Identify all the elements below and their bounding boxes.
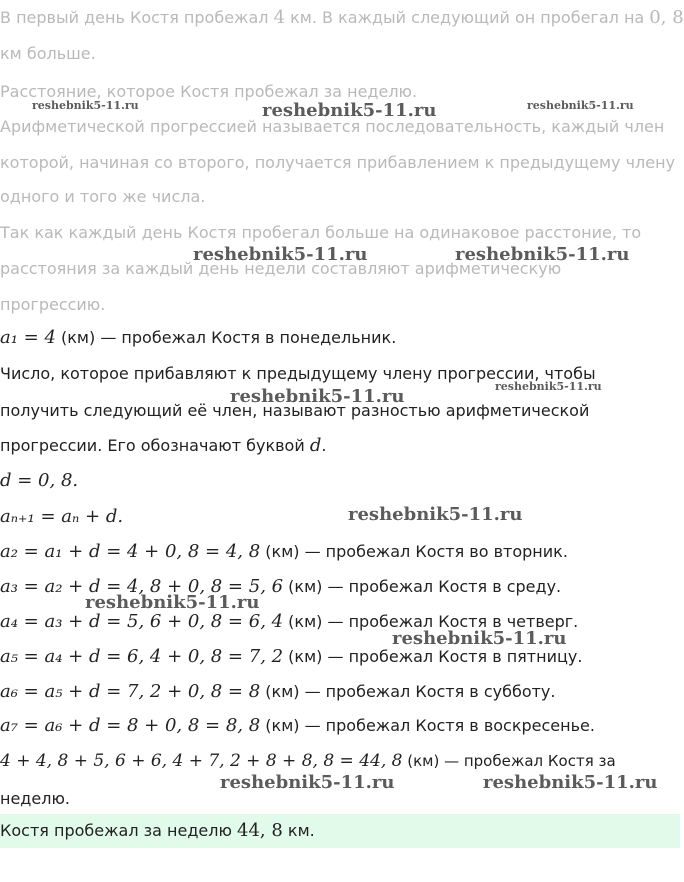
reasoning-line-1: Так как каждый день Костя пробегал больше на одинаковое расстоние, то (0, 223, 642, 242)
step-saturday: a₆ = a₅ + d = 7, 2 + 0, 8 = 8 (км) — пробежал Костя в субботу. (0, 681, 556, 702)
question-line: Расстояние, которое Костя пробежал за неделю. (0, 82, 418, 101)
watermark: reshebnik5-11.ru (483, 772, 658, 793)
watermark: reshebnik5-11.ru (32, 99, 139, 112)
sum-line-2: неделю. (0, 789, 70, 808)
step-thursday: a₄ = a₃ + d = 5, 6 + 0, 8 = 6, 4 (км) — пробежал Костя в четверг. (0, 611, 579, 632)
a1-line: a₁ = 4 (км) — пробежал Костя в понедельник. (0, 327, 397, 348)
watermark: reshebnik5-11.ru (230, 386, 405, 407)
sum-line: 4 + 4, 8 + 5, 6 + 6, 4 + 7, 2 + 8 + 8, 8 = 44, 8 (км) — пробежал Костя за (0, 751, 616, 771)
difference-definition-line-1: Число, которое прибавляют к предыдущему члену прогрессии, чтобы (0, 364, 596, 383)
watermark: reshebnik5-11.ru (527, 99, 634, 112)
problem-line-1: В первый день Костя пробежал 4 км. В каждый следующий он пробегал на 0, 8 (0, 7, 684, 28)
step-sunday: a₇ = a₆ + d = 8 + 0, 8 = 8, 8 (км) — пробежал Костя в воскресенье. (0, 715, 595, 736)
definition-line-3: одного и того же числа. (0, 187, 206, 206)
watermark: reshebnik5-11.ru (348, 504, 523, 525)
watermark: reshebnik5-11.ru (392, 628, 567, 649)
watermark: reshebnik5-11.ru (193, 244, 368, 265)
step-wednesday: a₃ = a₂ + d = 4, 8 + 0, 8 = 5, 6 (км) — пробежал Костя в среду. (0, 576, 562, 597)
recurrence-formula: aₙ₊₁ = aₙ + d. (0, 506, 124, 527)
watermark: reshebnik5-11.ru (455, 244, 630, 265)
difference-definition-line-3: прогрессии. Его обозначают буквой d. (0, 435, 327, 456)
watermark: reshebnik5-11.ru (262, 100, 437, 121)
step-tuesday: a₂ = a₁ + d = 4 + 0, 8 = 4, 8 (км) — пробежал Костя во вторник. (0, 541, 568, 562)
watermark: reshebnik5-11.ru (85, 592, 260, 613)
reasoning-line-2: расстояния за каждый день недели составляют арифметическую (0, 259, 562, 278)
d-value-line: d = 0, 8. (0, 470, 79, 491)
difference-definition-line-2: получить следующий её член, называют разностью арифметической (0, 401, 590, 420)
definition-line-1: Арифметической прогрессией называется последовательность, каждый член (0, 117, 665, 136)
watermark: reshebnik5-11.ru (220, 772, 395, 793)
watermark: reshebnik5-11.ru (495, 380, 602, 393)
definition-line-2: которой, начиная со второго, получается прибавлением к предыдущему члену (0, 153, 676, 172)
problem-line-2: км больше. (0, 44, 96, 63)
reasoning-line-3: прогрессию. (0, 295, 106, 314)
step-friday: a₅ = a₄ + d = 6, 4 + 0, 8 = 7, 2 (км) — пробежал Костя в пятницу. (0, 646, 583, 667)
answer-box: Костя пробежал за неделю 44, 8 км. (0, 814, 680, 848)
